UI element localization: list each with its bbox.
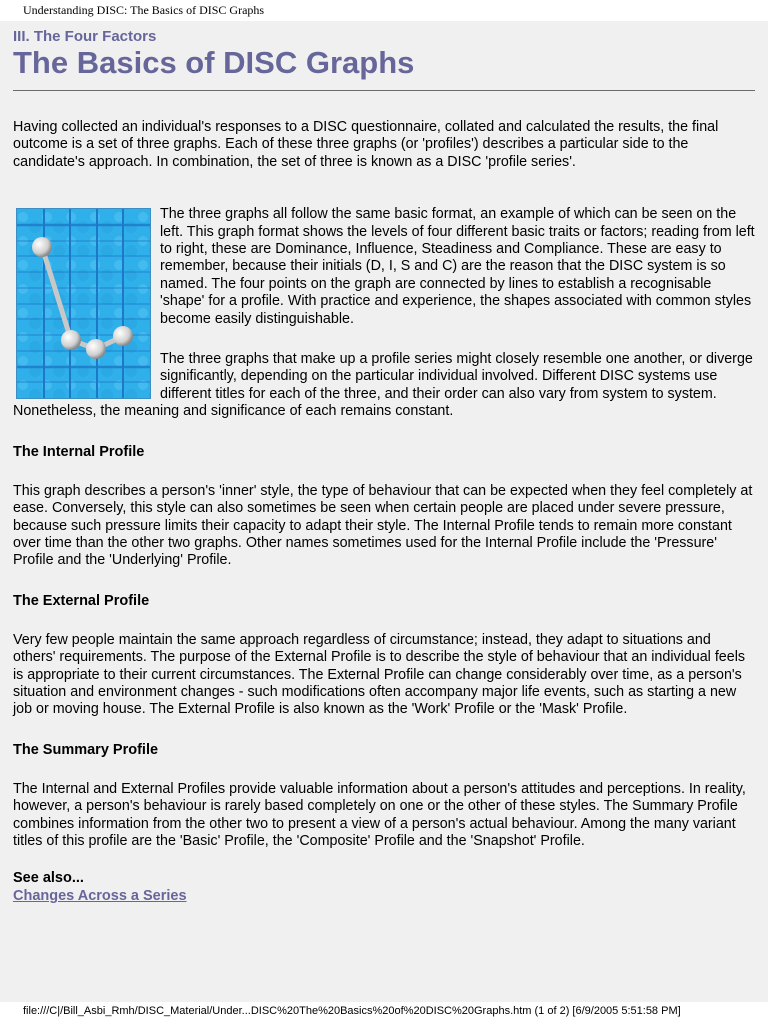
- intro-paragraph: Having collected an individual's responses to a DISC questionnaire, collated and calculated the results, the final outcome is a set of three graphs. Each of these three graphs (or 'profiles') describes a particular side to the candidate's approach. In combination, the set of three is known as a DISC 'profile series'.: [13, 119, 719, 170]
- disc-graph-image: [16, 208, 151, 399]
- browser-footer: file:///C|/Bill_Asbi_Rmh/DISC_Material/Under...DISC%20The%20Basics%20of%20DISC%20Graphs.htm (1 of 2) [6/9/2005 5:51:58 PM]: [0, 1002, 768, 1024]
- page-title: The Basics of DISC Graphs: [13, 45, 415, 80]
- internal-profile-heading: The Internal Profile: [13, 443, 145, 460]
- changes-across-series-link[interactable]: Changes Across a Series: [13, 888, 187, 905]
- summary-profile-paragraph: The Internal and External Profiles provide valuable information about a person's attitudes and perceptions. In reality, however, a person's behaviour is rarely based completely on one or the other of these styles. The Summary Profile combines information from the other two to present a view of a person's actual behaviour. Among the many variant titles of this profile are the 'Basic' Profile, the 'Composite' Profile and the 'Snapshot' Profile.: [13, 780, 746, 849]
- internal-profile-paragraph: This graph describes a person's 'inner' style, the type of behaviour that can be expected when they feel completely at ease. Conversely, this style can also sometimes be seen when certain people are placed under severe pressure, because such pressure limits their capacity to adapt their style. The Internal Profile tends to remain more constant over time than the other two graphs. Other names sometimes used for the Internal Profile include the 'Pressure' Profile and the 'Underlying' Profile.: [13, 482, 753, 569]
- graph-point-c: [113, 326, 133, 346]
- external-profile-heading: The External Profile: [13, 592, 150, 609]
- summary-profile-heading: The Summary Profile: [13, 741, 159, 758]
- external-profile-paragraph: Very few people maintain the same approach regardless of circumstance; instead, they adapt to situations and others' requirements. The purpose of the External Profile is to describe the style of behaviour that an individual feels is appropriate to their current circumstances. The External Profile can change considerably over time, as a person's situation and environment changes - such modifications often accompany major life events, such as starting a new job or moving house. The External Profile is also known as the 'Work' Profile or the 'Mask' Profile.: [13, 631, 746, 718]
- graph-section: [13, 206, 755, 420]
- graph-format-paragraph: The three graphs all follow the same basic format, an example of which can be seen on the left. This graph format shows the levels of four different basic traits or factors; reading from left to right, these are Dominance, Influence, Steadiness and Compliance. These are easy to remember, because their initials (D, I, S and C) are the reason that the DISC system is so named. The four points on the graph are connected by lines to establish a recognisable 'shape' for a profile. With practice and experience, the shapes associated with common styles become easily distinguishable.: [160, 206, 755, 327]
- article: [13, 28, 755, 905]
- profile-series-paragraph: The three graphs that make up a profile series might closely resemble one another, or diverge significantly, depending on the particular individual involved. Different DISC systems use different titles for each of the three, and their order can also vary from system to system. Nonetheless, the meaning and significance of each remains constant.: [13, 351, 753, 420]
- title-divider: [13, 90, 755, 91]
- graph-point-d: [32, 237, 52, 257]
- graph-point-i: [61, 330, 81, 350]
- graph-point-s: [86, 339, 106, 359]
- section-label: III. The Four Factors: [13, 28, 157, 45]
- browser-header: Understanding DISC: The Basics of DISC Graphs: [0, 0, 768, 21]
- see-also-label: See also...: [13, 870, 84, 887]
- disc-graph: [17, 209, 150, 398]
